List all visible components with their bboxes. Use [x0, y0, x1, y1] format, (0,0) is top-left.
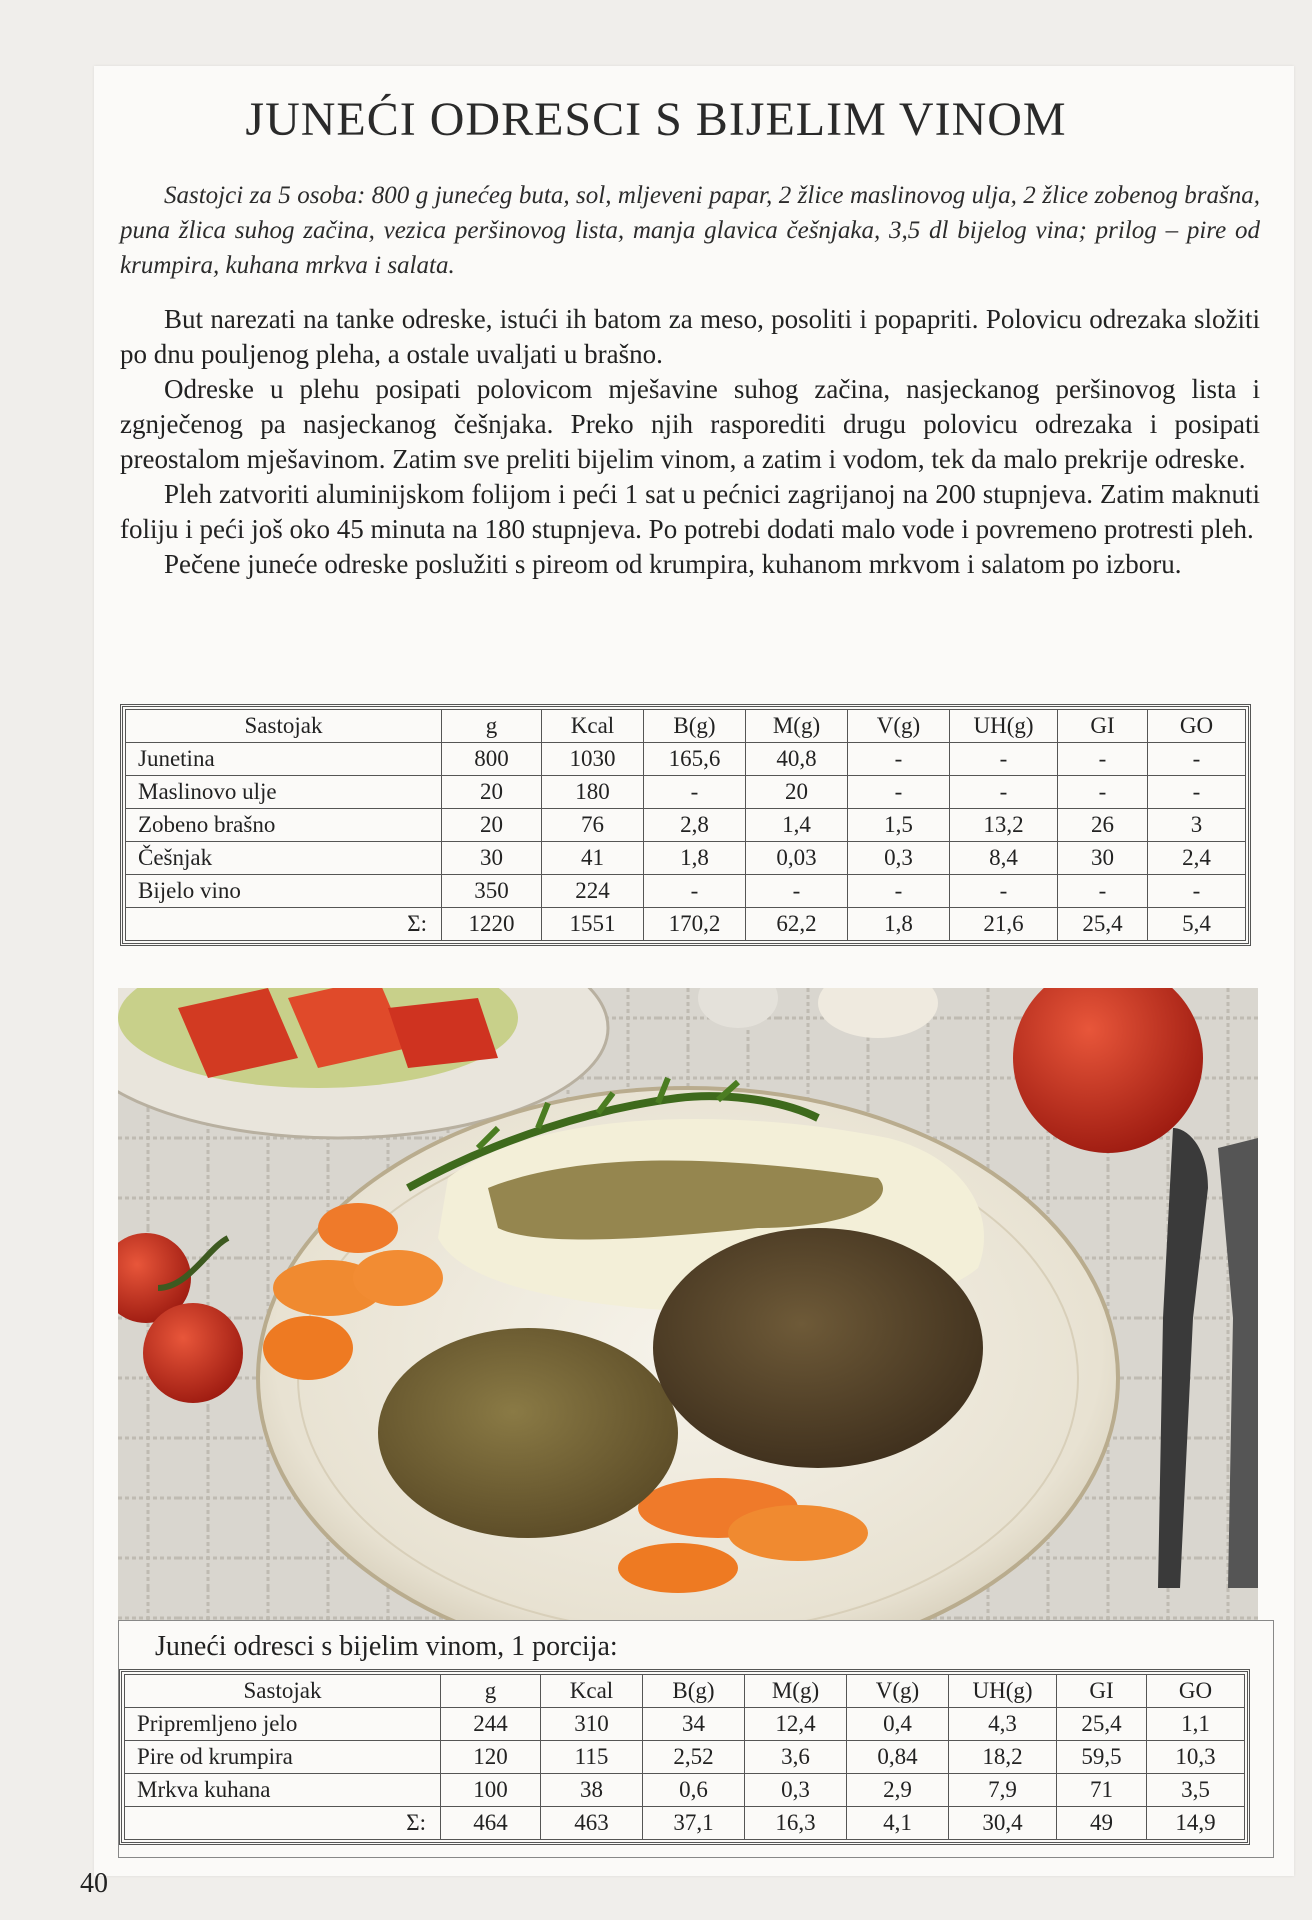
column-header: B(g): [644, 710, 746, 743]
column-header: Sastojak: [125, 1675, 441, 1708]
table-row: [126, 743, 1246, 776]
table-header-row: [126, 710, 1246, 743]
table-cell: Mrkva kuhana: [125, 1774, 441, 1807]
column-header: GI: [1057, 1675, 1147, 1708]
recipe-title: JUNEĆI ODRESCI S BIJELIM VINOM: [245, 93, 1067, 146]
table-cell: Zobeno brašno: [126, 809, 442, 842]
column-header: Kcal: [541, 1675, 643, 1708]
column-header: M(g): [745, 1675, 847, 1708]
portion-summary-box: [118, 1620, 1274, 1858]
table-total-row: [125, 1807, 1245, 1840]
instruction-paragraph: Pečene juneće odreske poslužiti s pireom od krumpira, kuhanom mrkvom i salatom po izboru.: [164, 549, 1182, 579]
table-cell: 0,3: [745, 1774, 847, 1807]
instruction-paragraph: Odreske u plehu posipati polovicom mješavine suhog začina, nasjeckanog peršinovog lista i zgnječenog pa nasjeckanog češnjaka. Preko njih rasporediti drugu polovicu odrezaka i posipati preostalom mješavinom. Zatim sve preliti bijelim vinom, a zatim i vodom, tek da malo prekrije odreske.: [120, 374, 1260, 474]
table-cell: 20: [746, 776, 848, 809]
column-header: V(g): [847, 1675, 949, 1708]
table-cell: 0,6: [643, 1774, 745, 1807]
table-cell: 30,4: [949, 1807, 1057, 1840]
portion-nutrition-table: [124, 1674, 1245, 1840]
table-cell: 115: [541, 1741, 643, 1774]
table-cell: 100: [441, 1774, 541, 1807]
column-header: M(g): [746, 710, 848, 743]
table-cell: Junetina: [126, 743, 442, 776]
table-cell: 1,8: [848, 908, 950, 941]
table-cell: -: [1148, 875, 1246, 908]
portion-table-container: [119, 1669, 1250, 1845]
table-cell: 0,84: [847, 1741, 949, 1774]
table-cell: 1,8: [644, 842, 746, 875]
table-cell: -: [950, 743, 1058, 776]
table-cell: 2,52: [643, 1741, 745, 1774]
table-cell: 165,6: [644, 743, 746, 776]
table-cell: 41: [542, 842, 644, 875]
table-cell: 4,1: [847, 1807, 949, 1840]
table-cell: 30: [442, 842, 542, 875]
table-cell: Češnjak: [126, 842, 442, 875]
table-cell: 180: [542, 776, 644, 809]
table-row: [126, 776, 1246, 809]
table-cell: -: [1148, 743, 1246, 776]
column-header: GI: [1058, 710, 1148, 743]
table-header-row: [125, 1675, 1245, 1708]
table-cell: -: [1058, 875, 1148, 908]
table-cell: 4,3: [949, 1708, 1057, 1741]
table-cell: Bijelo vino: [126, 875, 442, 908]
table-cell: 170,2: [644, 908, 746, 941]
instruction-paragraph: But narezati na tanke odreske, istući ih batom za meso, posoliti i popapriti. Polovicu odrezaka složiti po dnu pouljenog pleha, a ostale uvaljati u brašno.: [120, 304, 1260, 369]
column-header: GO: [1148, 710, 1246, 743]
table-cell: Σ:: [125, 1807, 441, 1840]
column-header: V(g): [848, 710, 950, 743]
table-cell: -: [1058, 743, 1148, 776]
table-cell: Σ:: [126, 908, 442, 941]
table-cell: 1220: [442, 908, 542, 941]
table-cell: 37,1: [643, 1807, 745, 1840]
table-cell: 20: [442, 776, 542, 809]
table-cell: 350: [442, 875, 542, 908]
table-row: [126, 875, 1246, 908]
table-cell: 800: [442, 743, 542, 776]
table-cell: 25,4: [1058, 908, 1148, 941]
column-header: Kcal: [542, 710, 644, 743]
table-row: [125, 1741, 1245, 1774]
table-cell: 5,4: [1148, 908, 1246, 941]
table-cell: 2,4: [1148, 842, 1246, 875]
table-cell: 25,4: [1057, 1708, 1147, 1741]
table-cell: -: [1058, 776, 1148, 809]
table-cell: 0,3: [848, 842, 950, 875]
column-header: UH(g): [949, 1675, 1057, 1708]
table-cell: 59,5: [1057, 1741, 1147, 1774]
table-cell: 30: [1058, 842, 1148, 875]
table-cell: -: [644, 776, 746, 809]
column-header: B(g): [643, 1675, 745, 1708]
table-cell: -: [950, 776, 1058, 809]
table-cell: 3,6: [745, 1741, 847, 1774]
portion-caption: Juneći odresci s bijelim vinom, 1 porcija:: [155, 1631, 618, 1662]
table-cell: 310: [541, 1708, 643, 1741]
table-cell: 1551: [542, 908, 644, 941]
table-cell: 463: [541, 1807, 643, 1840]
table-cell: 20: [442, 809, 542, 842]
table-cell: Pripremljeno jelo: [125, 1708, 441, 1741]
table-cell: 62,2: [746, 908, 848, 941]
table-cell: 120: [441, 1741, 541, 1774]
table-cell: 224: [542, 875, 644, 908]
table-row: [126, 842, 1246, 875]
table-cell: 34: [643, 1708, 745, 1741]
table-total-row: [126, 908, 1246, 941]
table-cell: 2,9: [847, 1774, 949, 1807]
column-header: g: [441, 1675, 541, 1708]
table-cell: 0,4: [847, 1708, 949, 1741]
table-row: [125, 1708, 1245, 1741]
table-cell: 3: [1148, 809, 1246, 842]
nutrition-table-container: [120, 704, 1251, 946]
table-cell: 16,3: [745, 1807, 847, 1840]
table-row: [126, 809, 1246, 842]
table-cell: 0,03: [746, 842, 848, 875]
column-header: g: [442, 710, 542, 743]
dish-photo: [118, 988, 1258, 1696]
table-cell: 244: [441, 1708, 541, 1741]
table-cell: 18,2: [949, 1741, 1057, 1774]
table-cell: 1,4: [746, 809, 848, 842]
table-cell: -: [848, 875, 950, 908]
table-cell: 7,9: [949, 1774, 1057, 1807]
table-cell: -: [848, 743, 950, 776]
table-cell: 26: [1058, 809, 1148, 842]
table-cell: 71: [1057, 1774, 1147, 1807]
table-cell: Maslinovo ulje: [126, 776, 442, 809]
table-cell: 76: [542, 809, 644, 842]
table-cell: 1,1: [1147, 1708, 1245, 1741]
table-cell: 3,5: [1147, 1774, 1245, 1807]
recipe-instructions: [120, 302, 1260, 582]
instruction-paragraph: Pleh zatvoriti aluminijskom folijom i peći 1 sat u pećnici zagrijanoj na 200 stupnjeva. Zatim maknuti foliju i peći još oko 45 minuta na 180 stupnjeva. Po potrebi dodati malo vode i povremeno protresti pleh.: [120, 479, 1260, 544]
table-cell: 8,4: [950, 842, 1058, 875]
ingredients-list: Sastojci za 5 osoba: 800 g junećeg buta, sol, mljeveni papar, 2 žlice maslinovog ulja, 2 žlice zobenog brašna, puna žlica suhog začina, vezica peršinovog lista, manja glavica češnjaka, 3,5 dl bijelog vina; prilog – pire od krumpira, kuhana mrkva i salata.: [120, 182, 1260, 279]
table-cell: -: [746, 875, 848, 908]
table-cell: 1,5: [848, 809, 950, 842]
table-cell: 21,6: [950, 908, 1058, 941]
table-cell: 40,8: [746, 743, 848, 776]
nutrition-table: [125, 709, 1246, 941]
table-cell: -: [848, 776, 950, 809]
table-cell: 14,9: [1147, 1807, 1245, 1840]
table-cell: 13,2: [950, 809, 1058, 842]
table-cell: -: [1148, 776, 1246, 809]
table-cell: Pire od krumpira: [125, 1741, 441, 1774]
column-header: Sastojak: [126, 710, 442, 743]
table-cell: 38: [541, 1774, 643, 1807]
table-row: [125, 1774, 1245, 1807]
column-header: UH(g): [950, 710, 1058, 743]
table-cell: 464: [441, 1807, 541, 1840]
column-header: GO: [1147, 1675, 1245, 1708]
table-cell: 49: [1057, 1807, 1147, 1840]
table-cell: 1030: [542, 743, 644, 776]
table-cell: -: [950, 875, 1058, 908]
page-number: 40: [80, 1868, 108, 1899]
table-cell: 2,8: [644, 809, 746, 842]
table-cell: 12,4: [745, 1708, 847, 1741]
table-cell: -: [644, 875, 746, 908]
table-cell: 10,3: [1147, 1741, 1245, 1774]
